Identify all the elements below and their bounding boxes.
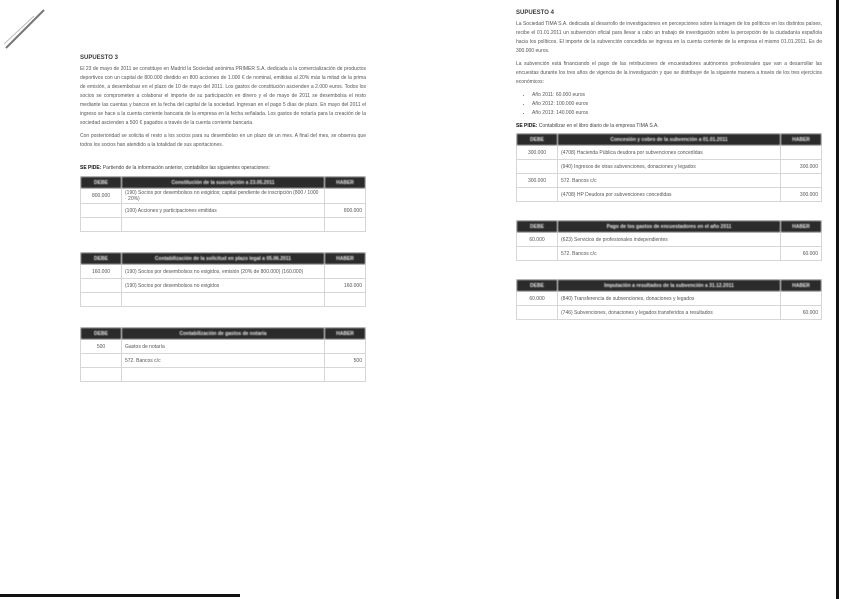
col-debe: DEBE xyxy=(517,280,558,292)
request-text: Contabilizar en el libro diario de la empresa TIMA S.A. xyxy=(538,123,659,129)
journal-table xyxy=(80,176,366,232)
entry-title: Contabilización de la solicitud en plazo legal a 05.06.2011 xyxy=(122,253,325,265)
table-row xyxy=(517,174,822,188)
cell-debe xyxy=(517,306,558,320)
cell-concept: 572. Bancos c/c xyxy=(122,354,325,368)
journal-table xyxy=(516,133,822,202)
cell-debe: 160.000 xyxy=(81,265,122,279)
table-row xyxy=(81,265,366,279)
cell-haber xyxy=(325,293,366,307)
table-row xyxy=(81,354,366,368)
table-row xyxy=(517,233,822,247)
case-paragraph: Con posterioridad se solicita el resto a los socios para su desembolso en un plazo de un mes. A final del mes, se observa que todos los socios han atendido a la totalidad de sus aportaciones. xyxy=(80,133,366,148)
col-haber: HABER xyxy=(781,221,822,233)
case-title: SUPUESTO 3 xyxy=(80,55,118,61)
cell-debe xyxy=(81,218,122,232)
cell-concept: (623) Servicios de profesionales independientes xyxy=(558,233,781,247)
cell-haber xyxy=(325,218,366,232)
cell-debe xyxy=(81,293,122,307)
case-paragraph: La Sociedad TIMA S.A. dedicada al desarrollo de investigaciones en percepciones sobre la imagen de los políticos en los distintos países, recibe el 01.01.2011 un subvención oficial para llevar a cabo un trabajo de investigación sobre la percepción de la ciudadanía española hacia los políticos. El importe de la subvención concedida se ingresa en la cuenta corriente de la empresa el mismo 01.01.2011. Es de 300.000 euros. xyxy=(516,21,822,54)
cell-debe: 300.000 xyxy=(517,146,558,160)
entry-title: Imputación a resultados de la subvención a 31.12.2011 xyxy=(558,280,781,292)
col-debe: DEBE xyxy=(81,253,122,265)
list-item: • Año 2013: 140.000 euros xyxy=(532,109,822,118)
cell-concept: (190) Socios por desembolsos no exigidos; capital pendiente de inscripción (800 / 1000 · 20%) xyxy=(122,189,325,204)
cell-concept: (100) Acciones y participaciones emitidas xyxy=(122,204,325,218)
cell-haber: 300.000 xyxy=(781,160,822,174)
cell-haber: 60.000 xyxy=(781,247,822,261)
cell-haber: 160.000 xyxy=(325,279,366,293)
cell-haber xyxy=(325,368,366,382)
cell-haber: 60.000 xyxy=(781,306,822,320)
case-paragraph: La subvención está financiando el pago de las retribuciones de encuestadores autónomos profesionales que van a desarrollar las encuestas durante los tres años de vigencia de la investigación y que se distribuye de la siguiente manera a través de los tres ejercicios económicos: xyxy=(516,61,822,85)
entry-title: Contabilización de gastos de notaría xyxy=(122,328,325,340)
table-row xyxy=(81,368,366,382)
col-haber: HABER xyxy=(325,328,366,340)
page-corner-fold xyxy=(4,6,48,50)
cell-debe: 60.000 xyxy=(517,233,558,247)
cell-debe xyxy=(81,204,122,218)
table-row xyxy=(517,146,822,160)
cell-concept: 572. Bancos c/c xyxy=(558,174,781,188)
table-row xyxy=(517,306,822,320)
case-paragraph: El 23 de mayo de 2011 se constituye en Madrid la Sociedad anónima PRIMER S.A. dedicada a la comercialización de productos deportivos con un capital de 800.000 dividido en 800 acciones de 1.000 € de nominal, emitidas al 20% más la mitad de la prima de emisión, a desembolsar en el plazo de 10 de mayo del 2011. Los gastos de constitución ascienden a 2.000 euros. Todos los socios se comprometen a colaborar el importe de su participación en dinero y el de mayo de 2011 se desembolsa el resto mediante las cuentas y bancos en la fecha del capital de la sociedad. Ingresan en el pago 5 días de plazo. En mayo del 2011 el ingreso se hace a la cuenta corriente bancaria de la empresa en la fecha señalada. Los gastos de notaría para la creación de la sociedad ascienden a 500 € pagados a través de la cuenta corriente bancaria. xyxy=(80,66,366,126)
cell-concept: (840) Transferencia de subvenciones, donaciones y legados xyxy=(558,292,781,306)
journal-table xyxy=(516,279,822,320)
cell-concept xyxy=(122,293,325,307)
cell-concept: (4708) Hacienda Pública deudora por subvenciones concedidas xyxy=(558,146,781,160)
journal-table xyxy=(80,327,366,382)
table-row xyxy=(81,279,366,293)
col-haber: HABER xyxy=(781,280,822,292)
list-item: • Año 2012: 100.000 euros xyxy=(532,100,822,109)
request-label: SE PIDE: xyxy=(516,123,538,129)
table-row xyxy=(81,293,366,307)
cell-debe: 800.000 xyxy=(81,189,122,204)
left-page xyxy=(80,55,366,382)
cell-debe xyxy=(517,160,558,174)
cell-concept: (746) Subvenciones, donaciones y legados transferidos a resultados xyxy=(558,306,781,320)
table-row xyxy=(81,204,366,218)
col-debe: DEBE xyxy=(517,134,558,146)
case-title: SUPUESTO 4 xyxy=(516,10,554,16)
frame-edge-right xyxy=(836,0,839,599)
cell-haber xyxy=(781,233,822,247)
cell-concept: (4708) HP Deudora por subvenciones concedidas xyxy=(558,188,781,202)
cell-haber xyxy=(325,189,366,204)
entry-title: Pago de los gastos de encuestadores en el año 2011 xyxy=(558,221,781,233)
cell-concept xyxy=(122,218,325,232)
request-line xyxy=(80,164,366,173)
cell-debe xyxy=(517,247,558,261)
col-debe: DEBE xyxy=(517,221,558,233)
yearly-breakdown-list xyxy=(516,91,822,118)
cell-haber xyxy=(781,174,822,188)
cell-concept: (190) Socios por desembolsos no exigidos xyxy=(122,279,325,293)
cell-debe: 500 xyxy=(81,340,122,354)
table-row xyxy=(81,218,366,232)
cell-haber: 500 xyxy=(325,354,366,368)
request-text: Partiendo de la información anterior, contabilice las siguientes operaciones: xyxy=(102,165,270,171)
table-row xyxy=(517,247,822,261)
frame-edge-bottom xyxy=(0,594,240,597)
col-debe: DEBE xyxy=(81,328,122,340)
list-item: • Año 2011: 60.000 euros xyxy=(532,91,822,100)
table-row xyxy=(517,292,822,306)
cell-concept: (190) Socios por desembolsos no exigidos, emisión (20% de 800.000) (160.000) xyxy=(122,265,325,279)
cell-haber xyxy=(325,265,366,279)
col-debe: DEBE xyxy=(81,177,122,189)
cell-haber: 800.000 xyxy=(325,204,366,218)
cell-debe: 60.000 xyxy=(517,292,558,306)
cell-haber: 300.000 xyxy=(781,188,822,202)
right-page xyxy=(516,10,822,320)
entry-title: Constitución de la suscripción a 23.05.2011 xyxy=(122,177,325,189)
col-haber: HABER xyxy=(781,134,822,146)
request-line xyxy=(516,122,822,131)
col-haber: HABER xyxy=(325,177,366,189)
col-haber: HABER xyxy=(325,253,366,265)
cell-concept: Gastos de notaría xyxy=(122,340,325,354)
cell-haber xyxy=(781,146,822,160)
cell-concept xyxy=(122,368,325,382)
entry-title: Concesión y cobro de la subvención a 01.01.2011 xyxy=(558,134,781,146)
table-row xyxy=(517,160,822,174)
cell-debe xyxy=(81,354,122,368)
cell-debe xyxy=(81,368,122,382)
cell-concept: 572. Bancos c/c xyxy=(558,247,781,261)
journal-table xyxy=(516,220,822,261)
cell-concept: (940) Ingresos de otras subvenciones, donaciones y legados xyxy=(558,160,781,174)
cell-haber xyxy=(325,340,366,354)
table-row xyxy=(81,340,366,354)
table-row xyxy=(517,188,822,202)
journal-table xyxy=(80,252,366,307)
request-label: SE PIDE: xyxy=(80,165,102,171)
cell-haber xyxy=(781,292,822,306)
cell-debe xyxy=(81,279,122,293)
cell-debe xyxy=(517,188,558,202)
cell-debe: 300.000 xyxy=(517,174,558,188)
table-row xyxy=(81,189,366,204)
